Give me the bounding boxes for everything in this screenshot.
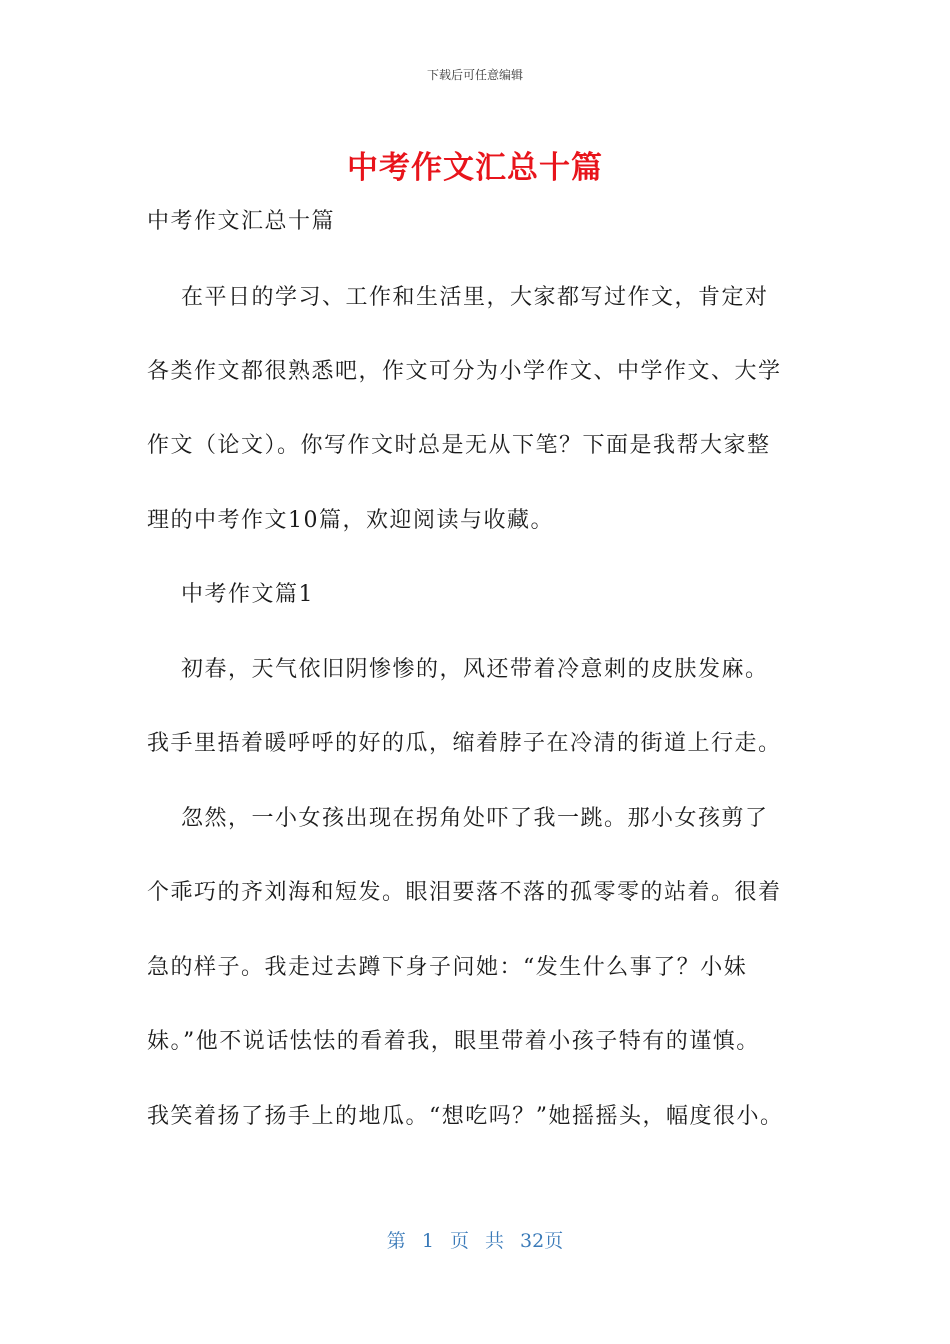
body-line: 妹。”他不说话怯怯的看着我，眼里带着小孩子特有的谨慎。: [147, 1029, 760, 1054]
body-line: 各类作文都很熟悉吧，作文可分为小学作文、中学作文、大学: [147, 359, 782, 384]
document-title: 中考作文汇总十篇: [347, 150, 603, 186]
body-line: 急的样子。我走过去蹲下身子问她：“发生什么事了？小妹: [147, 955, 748, 980]
body-line: 我笑着扬了扬手上的地瓜。“想吃吗？”她摇摇头，幅度很小。: [147, 1104, 784, 1129]
body-line: 忽然，一小女孩出现在拐角处吓了我一跳。那小女孩剪了: [147, 806, 769, 831]
body-line: 在平日的学习、工作和生活里，大家都写过作文，肯定对: [147, 285, 769, 310]
body-line: 理的中考作文10篇，欢迎阅读与收藏。: [147, 508, 554, 533]
body-line: 我手里捂着暖呼呼的好的瓜，缩着脖子在冷清的街道上行走。: [147, 731, 782, 756]
body-line: 作文（论文）。你写作文时总是无从下笔？下面是我帮大家整: [147, 433, 771, 458]
header-note: 下载后可任意编辑: [426, 68, 523, 82]
body-line: 初春，天气依旧阴惨惨的，风还带着冷意刺的皮肤发麻。: [147, 657, 769, 682]
page-footer: 第 1 页 共 32页: [386, 1230, 564, 1252]
body-line: 中考作文汇总十篇: [147, 209, 336, 234]
body-line: 个乖巧的齐刘海和短发。眼泪要落不落的孤零零的站着。很着: [147, 880, 782, 905]
section-heading: 中考作文篇1: [147, 582, 314, 607]
